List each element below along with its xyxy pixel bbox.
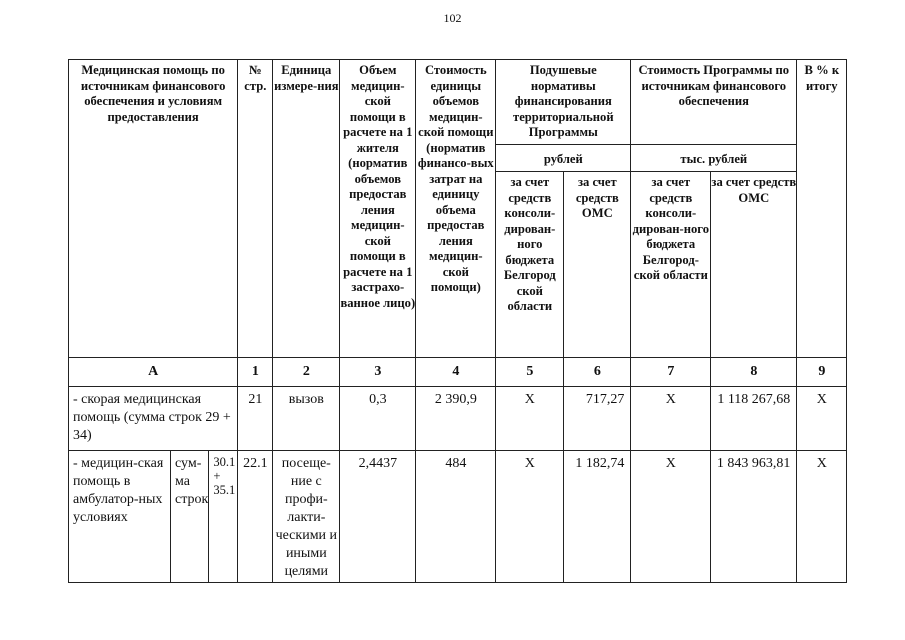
row-total-budget: Х — [631, 387, 711, 451]
row-percent: Х — [797, 387, 847, 451]
header-group-cost: Стоимость Программы по источникам финансового обеспечения — [631, 60, 797, 145]
header-col-5: за счет средств консоли-дирован-ного бюджета Белгород ской области — [496, 172, 564, 358]
row-total-oms: 1 118 267,68 — [711, 387, 797, 451]
row-unit: вызов — [273, 387, 340, 451]
page-number: 102 — [443, 11, 462, 25]
row-label: - скорая медицинская помощь (сумма строк 29 + 34) — [69, 387, 238, 451]
header-group-per-capita: Подушевые нормативы финансирования территориальной Программы — [496, 60, 631, 145]
column-number: 1 — [238, 358, 273, 387]
row-per-capita-budget: Х — [496, 387, 564, 451]
row-sum-lines: 30.1 + 35.1 — [209, 451, 238, 583]
row-per-capita-budget: Х — [496, 451, 564, 583]
row-total-budget: Х — [631, 451, 711, 583]
column-number-row — [69, 358, 847, 387]
column-number: 2 — [273, 358, 340, 387]
table-row — [69, 387, 847, 451]
header-col-8: за счет средств ОМС — [711, 172, 797, 358]
row-cost-per-unit: 2 390,9 — [416, 387, 496, 451]
column-number: 4 — [416, 358, 496, 387]
table-row — [69, 451, 847, 583]
row-volume: 0,3 — [340, 387, 416, 451]
column-number: 6 — [564, 358, 631, 387]
row-line-number: 21 — [238, 387, 273, 451]
row-volume: 2,4437 — [340, 451, 416, 583]
row-total-oms: 1 843 963,81 — [711, 451, 797, 583]
column-number: А — [69, 358, 238, 387]
row-per-capita-oms: 717,27 — [564, 387, 631, 451]
row-sum-label: сум-ма строк — [171, 451, 209, 583]
header-col-3: Объем медицин-ской помощи в расчете на 1 жителя (норматив объемов предостав ления медицин-ской помощи в расчете на 1 застрахо-ванное лицо) — [340, 60, 416, 358]
column-number: 7 — [631, 358, 711, 387]
header-col-9: В % к итогу — [797, 60, 847, 358]
column-number: 8 — [711, 358, 797, 387]
header-col-6: за счет средств ОМС — [564, 172, 631, 358]
header-col-2: Единица измере-ния — [273, 60, 340, 358]
row-label: - медицин-ская помощь в амбулатор-ных условиях — [69, 451, 171, 583]
header-unit-thousand-rub: тыс. рублей — [631, 145, 797, 172]
row-percent: Х — [797, 451, 847, 583]
column-number: 5 — [496, 358, 564, 387]
row-line-number: 22.1 — [238, 451, 273, 583]
header-col-4: Стоимость единицы объемов медицин-ской помощи (норматив финансо-вых затрат на единицу объема предостав ления медицин-ской помощи) — [416, 60, 496, 358]
header-col-7: за счет средств консоли-дирован-ного бюджета Белгород-ской области — [631, 172, 711, 358]
financing-table — [68, 59, 847, 583]
header-unit-rub: рублей — [496, 145, 631, 172]
header-col-1: № стр. — [238, 60, 273, 358]
row-cost-per-unit: 484 — [416, 451, 496, 583]
column-number: 3 — [340, 358, 416, 387]
row-per-capita-oms: 1 182,74 — [564, 451, 631, 583]
column-number: 9 — [797, 358, 847, 387]
header-col-a: Медицинская помощь по источникам финансового обеспечения и условиям предоставления — [69, 60, 238, 358]
row-unit: посеще-ние с профи-лакти-ческими и иными целями — [273, 451, 340, 583]
